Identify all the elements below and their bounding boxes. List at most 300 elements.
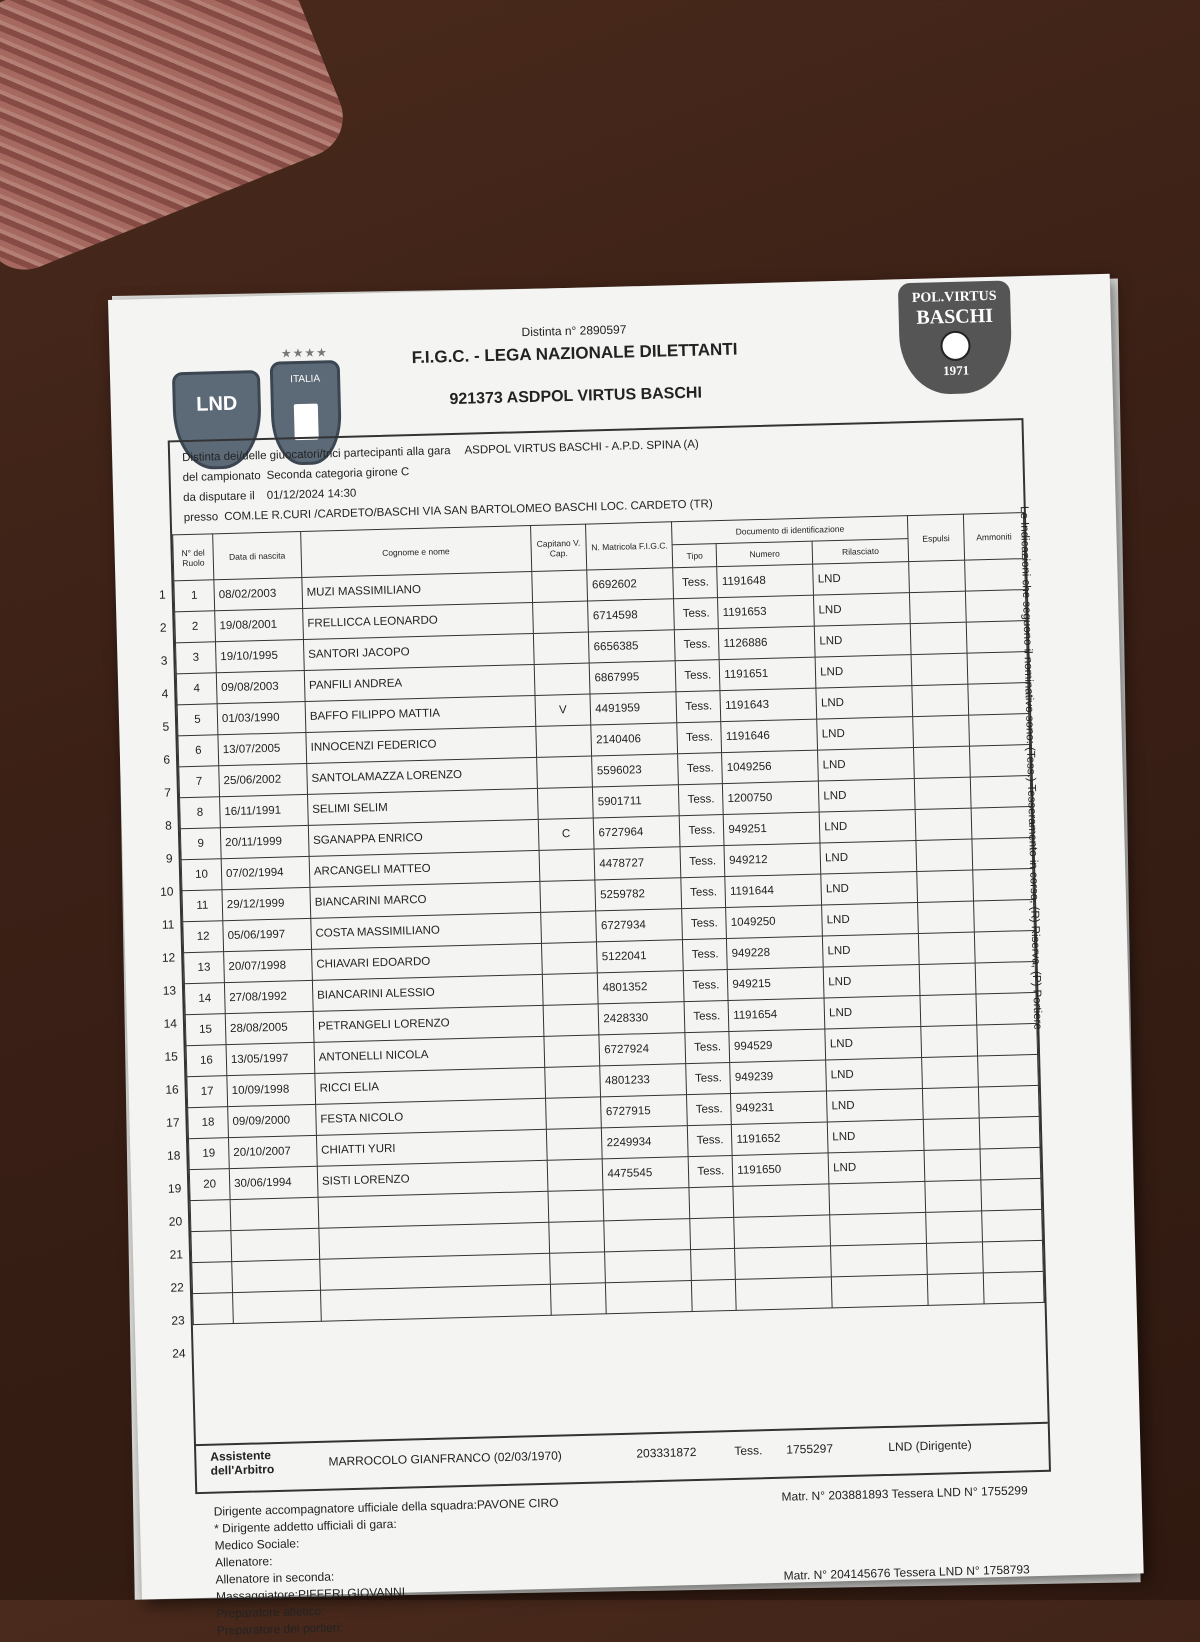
- cell-tipo: Tess.: [677, 722, 722, 754]
- info-campionato: del campionato Seconda categoria girone C: [182, 466, 410, 485]
- cell-espulsi: [924, 1149, 981, 1181]
- col-rilasciato: Rilasciato: [812, 539, 908, 565]
- cell-ammoniti: [974, 930, 1035, 963]
- cell-rilasciato: LND: [825, 1026, 922, 1059]
- cell-ammoniti: [965, 559, 1026, 592]
- cell-ammoniti: [975, 961, 1036, 994]
- row-number: 17: [166, 1115, 180, 1130]
- cell-capitano: [533, 632, 590, 664]
- cell-matricola: [605, 1250, 692, 1283]
- preparatore-line: Preparatore atletico:: [216, 1603, 325, 1621]
- cell-rilasciato: LND: [821, 872, 918, 905]
- virtus-baschi-logo: POL.VIRTUS BASCHI 1971: [898, 280, 1013, 395]
- cell-numero: 949239: [730, 1060, 827, 1093]
- cell-tipo: Tess.: [676, 691, 721, 723]
- cell-rilasciato: LND: [827, 1119, 924, 1152]
- cell-tipo: Tess.: [683, 939, 728, 971]
- cell-ammoniti: [966, 621, 1027, 654]
- cell-nome: CHIAVARI EDOARDO: [311, 943, 541, 980]
- cell-capitano: [541, 942, 598, 974]
- cell-matricola: [603, 1188, 690, 1221]
- cell-rilasciato: LND: [823, 964, 920, 997]
- cell-espulsi: [922, 1056, 979, 1088]
- cell-nascita: 19/10/1995: [215, 640, 304, 673]
- cell-matricola: 6727924: [599, 1033, 686, 1066]
- cell-rilasciato: LND: [815, 655, 912, 688]
- cell-matricola: 2249934: [602, 1126, 689, 1159]
- cell-matricola: 6727964: [594, 816, 681, 849]
- cell-nome: ANTONELLI NICOLA: [314, 1036, 544, 1073]
- lega-title: F.I.G.C. - LEGA NAZIONALE DILETTANTI: [411, 339, 738, 368]
- cell-capitano: V: [534, 694, 591, 726]
- cell-ammoniti: [967, 652, 1028, 685]
- col-espulsi: Espulsi: [907, 514, 964, 561]
- cell-nome: BAFFO FILIPPO MATTIA: [305, 695, 535, 732]
- cell-espulsi: [909, 560, 966, 592]
- row-number: 6: [163, 752, 171, 767]
- cell-tipo: [692, 1279, 737, 1311]
- cell-matricola: 6727915: [601, 1095, 688, 1128]
- cell-espulsi: [913, 715, 970, 747]
- cell-matricola: 6867995: [590, 661, 677, 694]
- cell-ruolo: [190, 1200, 231, 1232]
- cell-matricola: 6656385: [589, 630, 676, 663]
- medico-line: Medico Sociale:: [214, 1536, 300, 1553]
- col-nome: Cognome e nome: [301, 526, 532, 578]
- cell-ruolo: 14: [184, 983, 225, 1015]
- cell-rilasciato: LND: [814, 624, 911, 657]
- cell-numero: 1191646: [721, 719, 818, 752]
- cell-numero: 1126886: [719, 626, 816, 659]
- allenatore-line: Allenatore:: [214, 1554, 273, 1570]
- cell-numero: 1049256: [722, 750, 819, 783]
- cell-rilasciato: LND: [818, 748, 915, 781]
- cell-nascita: 27/08/1992: [224, 980, 313, 1013]
- cell-numero: 949251: [723, 812, 820, 845]
- cell-capitano: [547, 1190, 604, 1222]
- cell-ammoniti: [971, 807, 1032, 840]
- cell-espulsi: [927, 1273, 984, 1305]
- cell-ruolo: 13: [184, 952, 225, 984]
- cell-numero: 949228: [727, 936, 824, 969]
- cell-espulsi: [918, 932, 975, 964]
- assistente-label: Assistente dell'Arbitro: [210, 1448, 275, 1478]
- cell-tipo: Tess.: [674, 598, 719, 630]
- massaggiatore-matr: Matr. N° 204145676 Tessera LND N° 1758793: [783, 1562, 1030, 1583]
- cell-espulsi: [920, 994, 977, 1026]
- cell-nascita: 20/10/2007: [228, 1135, 317, 1168]
- cell-rilasciato: [831, 1243, 928, 1276]
- row-number: 11: [161, 917, 175, 932]
- cell-matricola: 6692602: [587, 568, 674, 601]
- cell-numero: 1191653: [718, 595, 815, 628]
- footer-staff: [214, 1481, 1077, 1639]
- cell-capitano: [550, 1283, 607, 1315]
- cell-numero: 949215: [728, 967, 825, 1000]
- cell-ammoniti: [973, 868, 1034, 901]
- cell-matricola: 4801352: [598, 971, 685, 1004]
- cell-numero: 949212: [724, 843, 821, 876]
- cell-ruolo: 11: [182, 890, 223, 922]
- cell-matricola: 4478727: [594, 847, 681, 880]
- cell-nascita: 20/07/1998: [224, 949, 313, 982]
- cell-ammoniti: [970, 776, 1031, 809]
- cell-numero: 1191654: [728, 998, 825, 1031]
- tablecloth: [0, 0, 355, 282]
- cell-tipo: Tess.: [687, 1093, 732, 1125]
- cell-ammoniti: [978, 1054, 1039, 1087]
- cell-rilasciato: LND: [828, 1150, 925, 1183]
- cell-nascita: 20/11/1999: [220, 825, 309, 858]
- row-number: 18: [166, 1148, 181, 1163]
- cell-numero: 1049250: [726, 905, 823, 938]
- cell-ammoniti: [983, 1271, 1044, 1304]
- cell-nome: BIANCARINI MARCO: [310, 881, 540, 918]
- cell-ruolo: 20: [189, 1169, 230, 1201]
- cell-espulsi: [909, 591, 966, 623]
- cell-ruolo: 2: [175, 611, 216, 643]
- cell-nascita: [232, 1259, 321, 1292]
- cell-espulsi: [923, 1118, 980, 1150]
- cell-nascita: 28/08/2005: [225, 1011, 314, 1044]
- cell-nome: PANFILI ANDREA: [304, 664, 534, 701]
- cell-nome: COSTA MASSIMILIANO: [311, 912, 541, 949]
- cell-tipo: Tess.: [679, 784, 724, 816]
- cell-tipo: Tess.: [682, 908, 727, 940]
- row-number: 15: [164, 1049, 179, 1064]
- cell-ruolo: 19: [188, 1138, 229, 1170]
- cell-ammoniti: [968, 683, 1029, 716]
- cell-ruolo: 8: [180, 797, 221, 829]
- cell-capitano: [539, 880, 596, 912]
- cell-capitano: [534, 663, 591, 695]
- cell-espulsi: [919, 963, 976, 995]
- cell-nome: SISTI LORENZO: [317, 1160, 547, 1197]
- row-number: 10: [159, 884, 174, 899]
- cell-nascita: 01/03/1990: [217, 701, 306, 734]
- cell-rilasciato: [830, 1212, 927, 1245]
- cell-nascita: 09/08/2003: [216, 670, 305, 703]
- cell-tipo: [689, 1186, 734, 1218]
- col-numero: Numero: [716, 541, 812, 567]
- cell-tipo: Tess.: [680, 846, 725, 878]
- cell-matricola: 4491959: [590, 692, 677, 725]
- cell-nascita: 19/08/2001: [215, 609, 304, 642]
- cell-capitano: [539, 849, 596, 881]
- cell-tipo: Tess.: [688, 1124, 733, 1156]
- cell-rilasciato: [829, 1181, 926, 1214]
- cell-ruolo: [192, 1262, 233, 1294]
- cell-rilasciato: LND: [820, 841, 917, 874]
- cell-espulsi: [917, 870, 974, 902]
- col-nascita: Data di nascita: [213, 532, 302, 580]
- cell-nascita: 09/09/2000: [228, 1104, 317, 1137]
- cell-tipo: [691, 1248, 736, 1280]
- cell-ammoniti: [969, 714, 1030, 747]
- cell-numero: 1200750: [723, 781, 820, 814]
- cell-nascita: 08/02/2003: [214, 578, 303, 611]
- row-number: 9: [165, 851, 173, 866]
- cell-capitano: [537, 787, 594, 819]
- cell-ruolo: 17: [187, 1076, 228, 1108]
- row-number: 22: [170, 1280, 185, 1295]
- cell-rilasciato: LND: [824, 995, 921, 1028]
- preparatore-portieri-line: Preparatore dei portieri:: [216, 1620, 344, 1638]
- cell-nascita: 30/06/1994: [229, 1166, 318, 1199]
- cell-espulsi: [910, 622, 967, 654]
- cell-rilasciato: LND: [827, 1088, 924, 1121]
- cell-ruolo: 3: [175, 642, 216, 674]
- row-number: 23: [171, 1313, 185, 1328]
- cell-rilasciato: LND: [816, 686, 913, 719]
- cell-espulsi: [925, 1180, 982, 1212]
- row-number: 1: [158, 587, 166, 602]
- row-number: 8: [164, 818, 172, 833]
- cell-capitano: [542, 973, 599, 1005]
- cell-nome: FESTA NICOLO: [316, 1098, 546, 1135]
- cell-matricola: 2140406: [591, 723, 678, 756]
- assistente-nome: MARROCOLO GIANFRANCO (02/03/1970): [328, 1448, 562, 1469]
- cell-espulsi: [911, 653, 968, 685]
- assistente-tipo: Tess.: [734, 1443, 763, 1458]
- cell-ammoniti: [972, 837, 1033, 870]
- cell-espulsi: [922, 1087, 979, 1119]
- assistente-arbitro-row: [196, 1422, 1049, 1486]
- row-number: 19: [167, 1181, 182, 1196]
- cell-matricola: [606, 1281, 693, 1314]
- cell-espulsi: [915, 808, 972, 840]
- cell-ruolo: [191, 1231, 232, 1263]
- distinta-number: Distinta n° 2890597: [521, 322, 627, 340]
- cell-matricola: [604, 1219, 691, 1252]
- cell-matricola: 6727934: [596, 909, 683, 942]
- cell-tipo: Tess.: [684, 970, 729, 1002]
- row-number: 20: [168, 1214, 183, 1229]
- row-number: 21: [169, 1247, 184, 1262]
- cell-rilasciato: LND: [817, 717, 914, 750]
- cell-numero: 1191648: [717, 564, 814, 597]
- info-match: Distinta dei/delle giuocatori/trici partecipanti alla gara ASDPOL VIRTUS BASCHI - A.P.D. SPINA (A): [182, 438, 699, 465]
- cell-tipo: Tess.: [688, 1155, 733, 1187]
- cell-nascita: 10/09/1998: [227, 1073, 316, 1106]
- cell-nascita: [232, 1290, 321, 1323]
- cell-matricola: 5122041: [597, 940, 684, 973]
- cell-matricola: 5596023: [592, 754, 679, 787]
- cell-ruolo: 5: [177, 704, 218, 736]
- cell-numero: 994529: [729, 1029, 826, 1062]
- col-matricola: N. Matricola F.I.G.C.: [586, 522, 673, 570]
- cell-tipo: Tess.: [685, 1031, 730, 1063]
- cell-ammoniti: [981, 1178, 1042, 1211]
- cell-rilasciato: LND: [819, 810, 916, 843]
- cell-numero: [734, 1215, 831, 1248]
- cell-nascita: 25/06/2002: [219, 763, 308, 796]
- figc-italia-logo: ★★★★ ITALIA: [270, 360, 343, 466]
- cell-matricola: 6714598: [588, 599, 675, 632]
- cell-matricola: 5259782: [595, 878, 682, 911]
- cell-ruolo: 6: [178, 735, 219, 767]
- cell-ammoniti: [980, 1147, 1041, 1180]
- cell-numero: 949231: [731, 1091, 828, 1124]
- massaggiatore-line: Massaggiatore:PIFFERI GIOVANNI Matr. N° 204145676 Tessera LND N° 1758793: [215, 1562, 1030, 1604]
- row-number: 3: [160, 653, 168, 668]
- cell-espulsi: [914, 777, 971, 809]
- cell-nascita: [231, 1228, 320, 1261]
- cell-ruolo: 1: [174, 580, 215, 612]
- cell-capitano: [543, 1035, 600, 1067]
- cell-tipo: Tess.: [681, 877, 726, 909]
- cell-numero: 1191644: [725, 874, 822, 907]
- cell-capitano: C: [538, 818, 595, 850]
- cell-ruolo: 15: [185, 1014, 226, 1046]
- cell-espulsi: [912, 684, 969, 716]
- row-number: 5: [162, 719, 170, 734]
- cell-ruolo: 4: [176, 673, 217, 705]
- cell-tipo: Tess.: [675, 629, 720, 661]
- cell-tipo: Tess.: [675, 660, 720, 692]
- cell-ruolo: 10: [181, 859, 222, 891]
- distinta-sheet: [108, 274, 1144, 1638]
- cell-espulsi: [916, 839, 973, 871]
- cell-ruolo: 12: [183, 921, 224, 953]
- cell-capitano: [547, 1159, 604, 1191]
- assistente-rilasciato: LND (Dirigente): [888, 1437, 972, 1454]
- cell-capitano: [535, 725, 592, 757]
- cell-matricola: 4475545: [603, 1157, 690, 1190]
- cell-ammoniti: [969, 745, 1030, 778]
- cell-tipo: Tess.: [673, 567, 718, 599]
- cell-espulsi: [926, 1211, 983, 1243]
- cell-tipo: [690, 1217, 735, 1249]
- cell-capitano: [548, 1221, 605, 1253]
- cell-ammoniti: [973, 899, 1034, 932]
- row-number: 13: [162, 983, 177, 998]
- addetto-line: * Dirigente addetto ufficiali di gara:: [214, 1516, 397, 1536]
- dirigente-line: Dirigente accompagnatore ufficiale della squadra:PAVONE CIRO Matr. N° 203881893 Tessera LND N° 1755299: [213, 1483, 1028, 1519]
- cell-rilasciato: LND: [814, 593, 911, 626]
- cell-nascita: 05/06/1997: [223, 918, 312, 951]
- cell-rilasciato: LND: [826, 1057, 923, 1090]
- team-title: 921373 ASDPOL VIRTUS BASCHI: [449, 384, 703, 409]
- cell-espulsi: [921, 1025, 978, 1057]
- cell-nome: INNOCENZI FEDERICO: [306, 726, 536, 763]
- side-note: Le Indicazioni che seguono il nominativo sono: (Tess.) Tesseramento in corso, (R) Riserva, (P) Portiere: [1017, 505, 1044, 1030]
- roster-frame: [158, 418, 1051, 1494]
- cell-ammoniti: [982, 1209, 1043, 1242]
- col-ammoniti: Ammoniti: [963, 513, 1024, 561]
- col-documento: Documento di identificazione: [672, 516, 908, 545]
- cell-matricola: 5901711: [593, 785, 680, 818]
- cell-ruolo: 9: [180, 828, 221, 860]
- cell-numero: 1191643: [720, 688, 817, 721]
- cell-nome: BIANCARINI ALESSIO: [312, 974, 542, 1011]
- cell-capitano: [532, 601, 589, 633]
- cell-capitano: [549, 1252, 606, 1284]
- cell-ammoniti: [977, 1023, 1038, 1056]
- row-number: 24: [172, 1346, 186, 1361]
- cell-tipo: Tess.: [686, 1062, 731, 1094]
- col-capitano: Capitano V. Cap.: [530, 524, 587, 571]
- cell-nascita: 07/02/1994: [221, 856, 310, 889]
- row-number: 4: [161, 686, 169, 701]
- cell-ammoniti: [978, 1085, 1039, 1118]
- cell-capitano: [545, 1097, 602, 1129]
- cell-nome: [320, 1284, 550, 1321]
- cell-rilasciato: LND: [822, 903, 919, 936]
- allenatore2-line: Allenatore in seconda:: [215, 1569, 335, 1587]
- cell-nome: MUZI MASSIMILIANO: [302, 572, 532, 609]
- cell-rilasciato: LND: [813, 562, 910, 595]
- cell-nome: PETRANGELI LORENZO: [313, 1005, 543, 1042]
- cell-nome: FRELLICCA LEONARDO: [303, 603, 533, 640]
- cell-nome: SGANAPPA ENRICO: [308, 819, 538, 856]
- assistente-matricola: 203331872: [636, 1444, 697, 1461]
- assistente-numero: 1755297: [786, 1441, 834, 1457]
- cell-ammoniti: [982, 1240, 1043, 1273]
- row-number: 2: [159, 620, 167, 635]
- cell-rilasciato: LND: [819, 779, 916, 812]
- info-presso: presso COM.LE R.CURI /CARDETO/BASCHI VIA SAN BARTOLOMEO BASCHI LOC. CARDETO (TR): [183, 498, 713, 525]
- cell-ammoniti: [976, 992, 1037, 1025]
- cell-nome: SANTOLAMAZZA LORENZO: [307, 757, 537, 794]
- cell-nascita: 29/12/1999: [222, 887, 311, 920]
- cell-ruolo: 7: [179, 766, 220, 798]
- cell-tipo: Tess.: [680, 815, 725, 847]
- cell-ammoniti: [965, 590, 1026, 623]
- cell-capitano: [540, 911, 597, 943]
- cell-ruolo: 18: [188, 1107, 229, 1139]
- soccer-ball-icon: [940, 330, 971, 361]
- cell-capitano: [546, 1128, 603, 1160]
- cell-espulsi: [914, 746, 971, 778]
- cell-nascita: 16/11/1991: [220, 794, 309, 827]
- cell-matricola: 4801233: [600, 1064, 687, 1097]
- cell-espulsi: [927, 1242, 984, 1274]
- cell-nome: RICCI ELIA: [315, 1067, 545, 1104]
- cell-numero: [735, 1246, 832, 1279]
- cell-tipo: Tess.: [678, 753, 723, 785]
- cell-capitano: [536, 756, 593, 788]
- cell-espulsi: [918, 901, 975, 933]
- row-number: 16: [165, 1082, 179, 1097]
- cell-rilasciato: [832, 1274, 929, 1307]
- cell-numero: 1191650: [732, 1153, 829, 1186]
- row-number: 7: [164, 785, 172, 800]
- cell-tipo: Tess.: [684, 1001, 729, 1033]
- cell-ruolo: [193, 1293, 234, 1325]
- col-ruolo: N° del Ruolo: [173, 534, 214, 581]
- lnd-logo: LND: [172, 370, 263, 470]
- cell-nome: ARCANGELI MATTEO: [309, 850, 539, 887]
- cell-nascita: 13/07/2005: [218, 732, 307, 765]
- cell-capitano: [544, 1066, 601, 1098]
- row-number: 12: [161, 950, 176, 965]
- cell-capitano: [543, 1004, 600, 1036]
- cell-nome: SANTORI JACOPO: [303, 633, 533, 670]
- cell-nascita: [230, 1197, 319, 1230]
- cell-rilasciato: LND: [823, 934, 920, 967]
- roster-table: [172, 512, 1044, 1325]
- cell-ammoniti: [979, 1116, 1040, 1149]
- cell-nome: SELIMI SELIM: [307, 788, 537, 825]
- col-tipo: Tipo: [672, 544, 717, 568]
- cell-numero: 1191652: [732, 1122, 829, 1155]
- cell-capitano: [531, 570, 588, 602]
- cell-nome: CHIATTI YURI: [316, 1129, 546, 1166]
- info-data: da disputare il 01/12/2024 14:30: [183, 487, 357, 505]
- row-number: 14: [163, 1016, 178, 1031]
- cell-numero: 1191651: [719, 657, 816, 690]
